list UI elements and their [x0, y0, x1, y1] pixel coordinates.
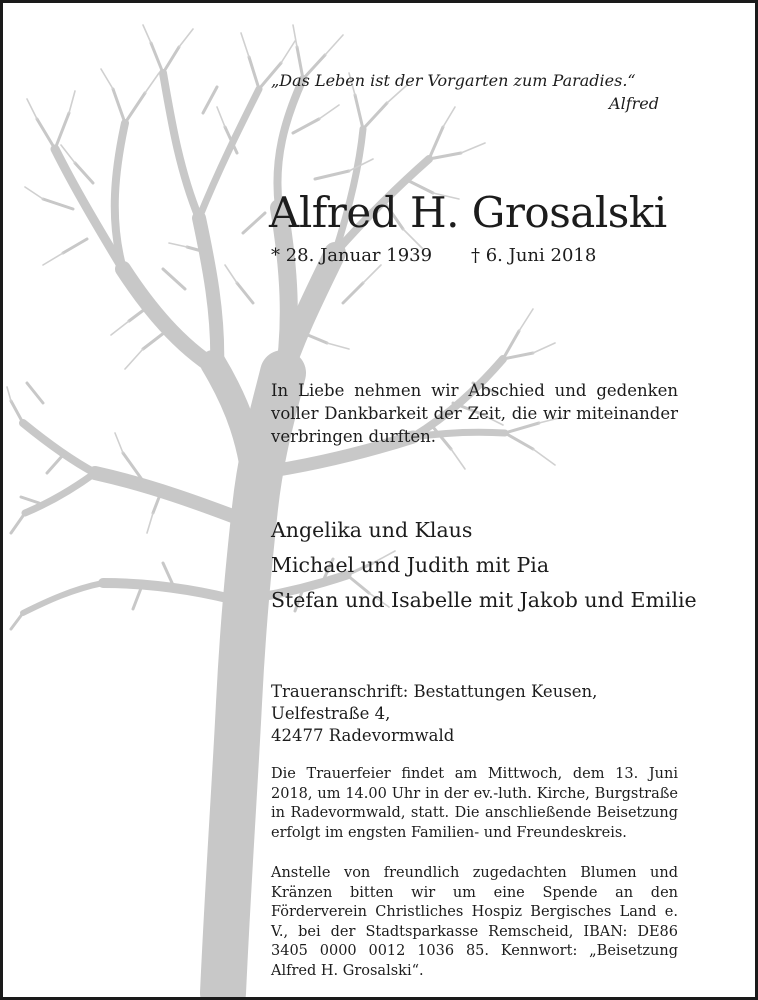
quote-author: Alfred — [609, 94, 659, 113]
deceased-name: Alfred H. Grosalski — [269, 188, 667, 237]
quote-text: „Das Leben ist der Vorgarten zum Paradies.“ — [271, 71, 636, 90]
tree-illustration — [3, 3, 758, 1000]
address-line-1: Traueranschrift: Bestattungen Keusen, Uelfestraße 4, — [271, 682, 598, 723]
birth-date: * 28. Januar 1939 — [271, 245, 433, 266]
life-dates — [271, 245, 597, 267]
death-date: † 6. Juni 2018 — [471, 245, 597, 266]
family-member: Michael und Judith mit Pia — [271, 553, 550, 577]
farewell-text: In Liebe nehmen wir Abschied und gedenken voller Dankbarkeit der Zeit, die wir miteinander verbringen durften. — [271, 381, 678, 446]
family-list — [271, 513, 697, 618]
quote-block — [271, 69, 659, 115]
address-line-2: 42477 Radevormwald — [271, 726, 455, 745]
ceremony-notice: Die Trauerfeier findet am Mittwoch, dem 13. Juni 2018, um 14.00 Uhr in der ev.-luth. Kirche, Burgstraße in Radevormwald, statt. Die anschließende Beisetzung erfolgt im engsten Familien- und Freundeskreis. — [271, 766, 678, 841]
family-member: Stefan und Isabelle mit Jakob und Emilie — [271, 588, 697, 612]
mourning-address — [271, 681, 678, 747]
family-member: Angelika und Klaus — [271, 518, 473, 542]
donation-notice: Anstelle von freundlich zugedachten Blumen und Kränzen bitten wir um eine Spende an den Förderverein Christliches Hospiz Bergisches Land e. V., bei der Stadtsparkasse Remscheid, IBAN: DE86 3405 0000 0012 1036 85. Kennwort: „Beisetzung Alfred H. Grosalski“. — [271, 865, 678, 979]
